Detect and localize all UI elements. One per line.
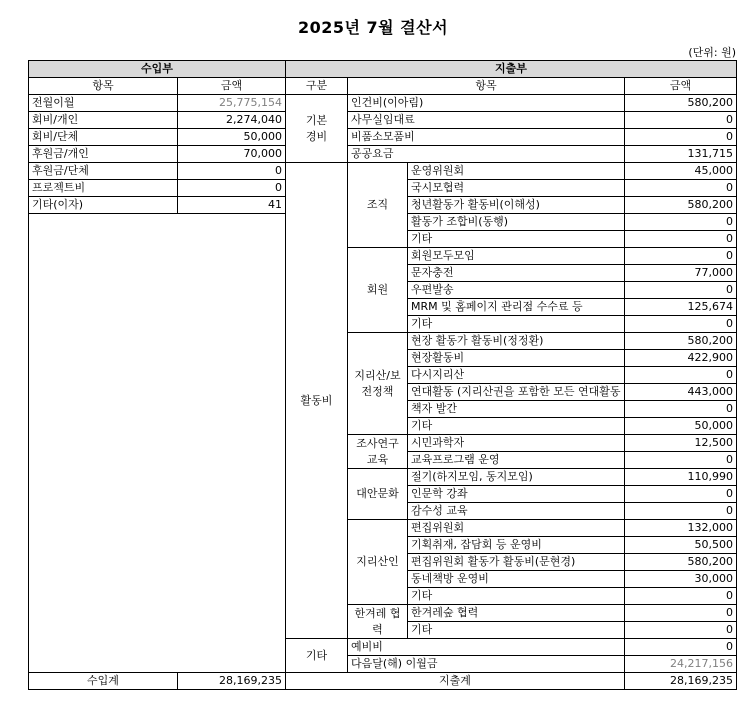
activity-category: 활동비 [286,163,348,639]
expense-item: 기타 [408,588,625,605]
expense-amount: 132,000 [625,520,737,537]
activity-group-label: 지리산인 [348,520,408,605]
expense-item: 청년활동가 활동비(이해성) [408,197,625,214]
expense-amount: 24,217,156 [625,656,737,673]
income-empty-area [29,214,286,673]
expense-item: 국시모협력 [408,180,625,197]
expense-item: 기타 [408,418,625,435]
income-item: 후원금/개인 [29,146,178,163]
expense-item: 현장 활동가 활동비(정정환) [408,333,625,350]
expense-amount: 0 [625,401,737,418]
income-amount: 0 [178,180,286,197]
expense-header: 지출부 [286,61,737,78]
activity-group-label: 지리산/보전정책 [348,333,408,435]
expense-item: 감수성 교육 [408,503,625,520]
expense-item: 절기(하지모임, 동지모임) [408,469,625,486]
expense-item: 기획취재, 잡담회 등 운영비 [408,537,625,554]
expense-amount: 45,000 [625,163,737,180]
expense-item: 다시지리산 [408,367,625,384]
expense-item: 기타 [408,231,625,248]
expense-amount: 110,990 [625,469,737,486]
expense-item: 기타 [408,622,625,639]
activity-group-label: 조직 [348,163,408,248]
expense-item: 공공요금 [348,146,625,163]
expense-item: 한겨레숲 협력 [408,605,625,622]
expense-item: MRM 및 홈페이지 관리점 수수료 등 [408,299,625,316]
expense-item: 다음달(해) 이월금 [348,656,625,673]
income-item: 회비/단체 [29,129,178,146]
expense-item: 사무실임대료 [348,112,625,129]
expense-item: 문자충전 [408,265,625,282]
expense-item: 회원모두모임 [408,248,625,265]
income-item: 후원금/단체 [29,163,178,180]
expense-amount: 0 [625,316,737,333]
expense-amount: 0 [625,452,737,469]
expense-amount: 0 [625,622,737,639]
table-row [29,112,737,129]
expense-col-category: 구분 [286,78,348,95]
income-amount: 41 [178,197,286,214]
expense-amount: 12,500 [625,435,737,452]
expense-amount: 125,674 [625,299,737,316]
expense-item: 현장활동비 [408,350,625,367]
income-item: 프로젝트비 [29,180,178,197]
table-row [29,146,737,163]
income-header: 수입부 [29,61,286,78]
expense-amount: 0 [625,129,737,146]
table-row [29,95,737,112]
table-row [29,163,737,180]
expense-amount: 443,000 [625,384,737,401]
expense-amount: 0 [625,503,737,520]
expense-amount: 0 [625,180,737,197]
expense-amount: 0 [625,112,737,129]
unit-label: (단위: 원) [688,46,736,59]
basic-expense-category: 기본 경비 [286,95,348,163]
expense-total-label: 지출계 [286,673,625,690]
income-col-item: 항목 [29,78,178,95]
table-row [29,673,737,690]
expense-item: 운영위원회 [408,163,625,180]
income-amount: 50,000 [178,129,286,146]
expense-amount: 0 [625,214,737,231]
table-row [29,78,737,95]
activity-group-label: 회원 [348,248,408,333]
expense-item: 편집위원회 활동가 활동비(문현경) [408,554,625,571]
expense-amount: 422,900 [625,350,737,367]
expense-amount: 0 [625,605,737,622]
expense-amount: 580,200 [625,197,737,214]
expense-amount: 0 [625,248,737,265]
income-total: 28,169,235 [178,673,286,690]
expense-amount: 580,200 [625,554,737,571]
expense-amount: 0 [625,282,737,299]
expense-item: 활동가 조합비(동행) [408,214,625,231]
expense-item: 시민과학자 [408,435,625,452]
income-item: 전월이월 [29,95,178,112]
income-amount: 2,274,040 [178,112,286,129]
income-amount: 70,000 [178,146,286,163]
expense-amount: 30,000 [625,571,737,588]
expense-amount: 580,200 [625,333,737,350]
income-item: 기타(이자) [29,197,178,214]
expense-col-item: 항목 [348,78,625,95]
expense-item: 예비비 [348,639,625,656]
expense-amount: 131,715 [625,146,737,163]
expense-col-amount: 금액 [625,78,737,95]
income-amount: 0 [178,163,286,180]
other-category: 기타 [286,639,348,673]
expense-amount: 0 [625,639,737,656]
expense-total: 28,169,235 [625,673,737,690]
expense-amount: 50,500 [625,537,737,554]
expense-amount: 0 [625,486,737,503]
expense-amount: 0 [625,367,737,384]
table-row [29,129,737,146]
expense-item: 책자 발간 [408,401,625,418]
expense-item: 인문학 강좌 [408,486,625,503]
document-title: 2025년 7월 결산서 [297,18,449,37]
expense-amount: 0 [625,588,737,605]
expense-item: 비품소모품비 [348,129,625,146]
activity-group-label: 한겨레 협력 [348,605,408,639]
expense-amount: 77,000 [625,265,737,282]
expense-item: 교육프로그램 운영 [408,452,625,469]
expense-item: 우편발송 [408,282,625,299]
table-row [29,61,737,78]
income-total-label: 수입계 [29,673,178,690]
income-amount: 25,775,154 [178,95,286,112]
expense-amount: 50,000 [625,418,737,435]
income-item: 회비/개인 [29,112,178,129]
expense-item: 동네책방 운영비 [408,571,625,588]
expense-amount: 0 [625,231,737,248]
expense-item: 편집위원회 [408,520,625,537]
expense-amount: 580,200 [625,95,737,112]
expense-item: 인건비(이아림) [348,95,625,112]
settlement-table [28,60,737,690]
activity-group-label: 대안문화 [348,469,408,520]
activity-group-label: 조사연구교육 [348,435,408,469]
income-col-amount: 금액 [178,78,286,95]
expense-item: 기타 [408,316,625,333]
expense-item: 연대활동 (지리산권을 포함한 모든 연대활동 [408,384,625,401]
